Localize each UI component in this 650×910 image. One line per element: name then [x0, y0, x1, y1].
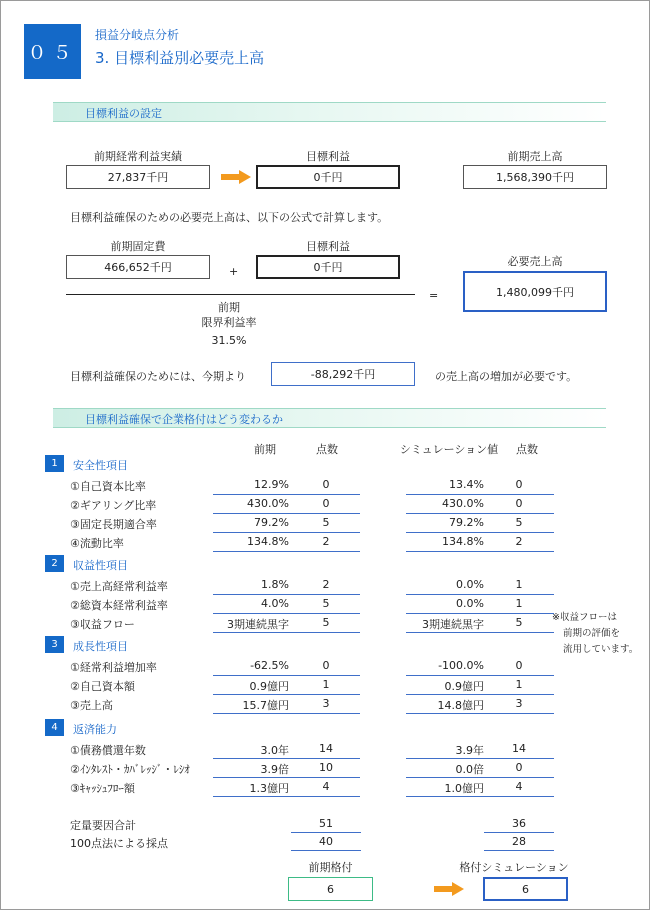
total-score-prev-underline — [291, 850, 361, 851]
col-header-sim: シミュレーション値 — [399, 443, 499, 456]
equals-sign: = — [429, 289, 439, 302]
chapter-badge: ０５ — [24, 24, 81, 79]
metric-sim-value: -100.0% — [438, 659, 484, 672]
metric-prev-underline — [213, 777, 360, 778]
metric-sim-value: 14.8億円 — [437, 699, 484, 712]
metric-prev-value: 1.8% — [261, 578, 289, 591]
metric-prev-value: 15.7億円 — [242, 699, 289, 712]
metric-prev-value: 3.0年 — [260, 744, 289, 757]
metric-sim-value: 3.9年 — [455, 744, 484, 757]
required-sales-box: 1,480,099千円 — [463, 271, 607, 312]
metric-prev-value: 1.3億円 — [249, 782, 289, 795]
arrow-right-icon — [434, 882, 464, 896]
metric-sim-value: 0.0% — [456, 578, 484, 591]
metric-prev-score: 4 — [322, 780, 330, 793]
metric-label: ③収益フロー — [70, 618, 135, 631]
grade-prev-box: 6 — [288, 877, 373, 901]
metric-prev-underline — [213, 632, 360, 633]
prev-ordinary-profit-label: 前期経常利益実績 — [94, 150, 182, 163]
prev-sales-label: 前期売上高 — [507, 150, 563, 163]
metric-label: ①債務償還年数 — [70, 744, 146, 757]
grade-sim-box: 6 — [483, 877, 568, 901]
metric-prev-underline — [213, 613, 360, 614]
fixed-cost-box: 466,652千円 — [66, 255, 210, 279]
denominator-margin-rate: 限界利益率 — [201, 316, 257, 329]
metric-prev-value: -62.5% — [250, 659, 289, 672]
denominator-prev: 前期 — [218, 301, 240, 314]
metric-prev-score: 10 — [319, 761, 333, 774]
category-number: 2 — [45, 555, 64, 572]
metric-prev-value: 430.0% — [247, 497, 289, 510]
metric-sim-underline — [406, 796, 554, 797]
metric-sim-underline — [406, 613, 554, 614]
metric-sim-score: 5 — [515, 616, 523, 629]
metric-sim-score: 1 — [515, 578, 523, 591]
metric-prev-underline — [213, 713, 360, 714]
metric-label: ②ｲﾝﾀﾚｽﾄ・ｶﾊﾞﾚｯｼﾞ・ﾚｼｵ — [70, 763, 190, 776]
target-profit-label: 目標利益 — [306, 150, 350, 163]
metric-prev-score: 1 — [322, 678, 330, 691]
category-number: 3 — [45, 636, 64, 653]
metric-sim-score: 0 — [515, 761, 523, 774]
metric-prev-score: 3 — [322, 697, 330, 710]
total-score-sim-underline — [484, 850, 554, 851]
metric-sim-underline — [406, 513, 554, 514]
denominator-value: 31.5% — [211, 334, 247, 347]
metric-prev-value: 4.0% — [261, 597, 289, 610]
plus-sign: + — [229, 265, 239, 278]
total-quant-sim-underline — [484, 832, 554, 833]
metric-sim-score: 14 — [512, 742, 526, 755]
category-number: 4 — [45, 719, 64, 736]
chapter-subtitle: 損益分岐点分析 — [95, 28, 180, 42]
metric-label: ④流動比率 — [70, 537, 124, 550]
metric-sim-underline — [406, 758, 554, 759]
metric-sim-value: 134.8% — [442, 535, 484, 548]
note-line-2: 前期の評価を — [563, 628, 621, 639]
metric-sim-value: 0.0倍 — [455, 763, 484, 776]
metric-prev-underline — [213, 532, 360, 533]
metric-prev-underline — [213, 694, 360, 695]
metric-label: ②自己資本額 — [70, 680, 135, 693]
note-line-3: 流用しています。 — [563, 644, 639, 655]
metric-prev-underline — [213, 675, 360, 676]
metric-prev-underline — [213, 758, 360, 759]
metric-label: ①経常利益増加率 — [70, 661, 157, 674]
required-sales-label: 必要売上高 — [507, 255, 563, 268]
category-label: 成長性項目 — [73, 640, 128, 653]
col-header-prev: 前期 — [254, 443, 276, 456]
metric-prev-value: 3.9倍 — [260, 763, 289, 776]
metric-prev-underline — [213, 494, 360, 495]
target-profit-label-2: 目標利益 — [306, 240, 350, 253]
grade-sim-label: 格付シミュレーション — [459, 861, 569, 874]
total-quant-prev-underline — [291, 832, 361, 833]
metric-sim-score: 5 — [515, 516, 523, 529]
category-label: 収益性項目 — [73, 559, 128, 572]
metric-sim-score: 4 — [515, 780, 523, 793]
metric-prev-score: 0 — [322, 478, 330, 491]
metric-prev-score: 5 — [322, 516, 330, 529]
metric-prev-value: 79.2% — [254, 516, 289, 529]
total-score-label: 100点法による採点 — [70, 837, 168, 850]
metric-sim-score: 2 — [515, 535, 523, 548]
sales-increase-box: -88,292千円 — [271, 362, 415, 386]
increase-suffix: の売上高の増加が必要です。 — [435, 370, 578, 383]
metric-sim-value: 79.2% — [449, 516, 484, 529]
metric-prev-value: 0.9億円 — [249, 680, 289, 693]
fraction-line — [66, 294, 415, 295]
metric-sim-underline — [406, 713, 554, 714]
grade-prev-label: 前期格付 — [308, 861, 353, 874]
target-profit-box-2: 0千円 — [256, 255, 400, 279]
metric-sim-value: 430.0% — [442, 497, 484, 510]
formula-note: 目標利益確保のための必要売上高は、以下の公式で計算します。 — [70, 211, 389, 224]
target-profit-input[interactable]: 0千円 — [256, 165, 400, 189]
metric-label: ③固定長期適合率 — [70, 518, 157, 531]
metric-prev-underline — [213, 513, 360, 514]
metric-sim-score: 3 — [515, 697, 523, 710]
metric-label: ③ｷｬｯｼｭﾌﾛｰ額 — [70, 782, 135, 795]
metric-label: ②総資本経常利益率 — [70, 599, 168, 612]
metric-sim-underline — [406, 675, 554, 676]
metric-sim-score: 0 — [515, 659, 523, 672]
prev-ordinary-profit-box: 27,837千円 — [66, 165, 210, 189]
category-label: 返済能力 — [73, 723, 117, 736]
page-title: 3. 目標利益別必要売上高 — [95, 49, 265, 67]
metric-prev-score: 5 — [322, 616, 330, 629]
total-quant-prev: 51 — [319, 817, 333, 830]
metric-sim-score: 1 — [515, 678, 523, 691]
fixed-cost-label: 前期固定費 — [110, 240, 166, 253]
metric-prev-underline — [213, 594, 360, 595]
total-score-sim: 28 — [512, 835, 526, 848]
metric-label: ①自己資本比率 — [70, 480, 146, 493]
note-line-1: ※収益フローは — [552, 612, 617, 623]
col-header-score-sim: 点数 — [516, 443, 538, 456]
metric-sim-underline — [406, 494, 554, 495]
metric-prev-value: 12.9% — [254, 478, 289, 491]
section-title-rating: 目標利益確保で企業格付はどう変わるか — [85, 413, 283, 426]
metric-sim-underline — [406, 694, 554, 695]
category-number: 1 — [45, 455, 64, 472]
increase-prefix: 目標利益確保のためには、今期より — [70, 370, 246, 383]
metric-prev-underline — [213, 796, 360, 797]
total-score-prev: 40 — [319, 835, 333, 848]
metric-sim-underline — [406, 777, 554, 778]
metric-sim-value: 0.0% — [456, 597, 484, 610]
metric-sim-underline — [406, 632, 554, 633]
metric-prev-score: 5 — [322, 597, 330, 610]
metric-prev-score: 0 — [322, 497, 330, 510]
metric-prev-underline — [213, 551, 360, 552]
metric-sim-score: 0 — [515, 497, 523, 510]
metric-label: ②ギアリング比率 — [70, 499, 157, 512]
metric-prev-score: 2 — [322, 578, 330, 591]
col-header-score: 点数 — [316, 443, 338, 456]
metric-prev-value: 3期連続黒字 — [227, 618, 289, 631]
metric-prev-score: 2 — [322, 535, 330, 548]
metric-prev-value: 134.8% — [247, 535, 289, 548]
section-title-target: 目標利益の設定 — [85, 107, 162, 120]
category-label: 安全性項目 — [73, 459, 128, 472]
metric-prev-score: 14 — [319, 742, 333, 755]
prev-sales-box: 1,568,390千円 — [463, 165, 607, 189]
metric-sim-underline — [406, 594, 554, 595]
metric-label: ①売上高経常利益率 — [70, 580, 168, 593]
metric-sim-value: 3期連続黒字 — [422, 618, 484, 631]
metric-sim-score: 1 — [515, 597, 523, 610]
metric-sim-underline — [406, 551, 554, 552]
arrow-right-icon — [221, 170, 251, 184]
metric-label: ③売上高 — [70, 699, 113, 712]
total-quant-sim: 36 — [512, 817, 526, 830]
metric-sim-score: 0 — [515, 478, 523, 491]
total-quant-label: 定量要因合計 — [70, 819, 136, 832]
metric-sim-value: 0.9億円 — [444, 680, 484, 693]
metric-sim-value: 13.4% — [449, 478, 484, 491]
metric-sim-underline — [406, 532, 554, 533]
metric-sim-value: 1.0億円 — [444, 782, 484, 795]
metric-prev-score: 0 — [322, 659, 330, 672]
